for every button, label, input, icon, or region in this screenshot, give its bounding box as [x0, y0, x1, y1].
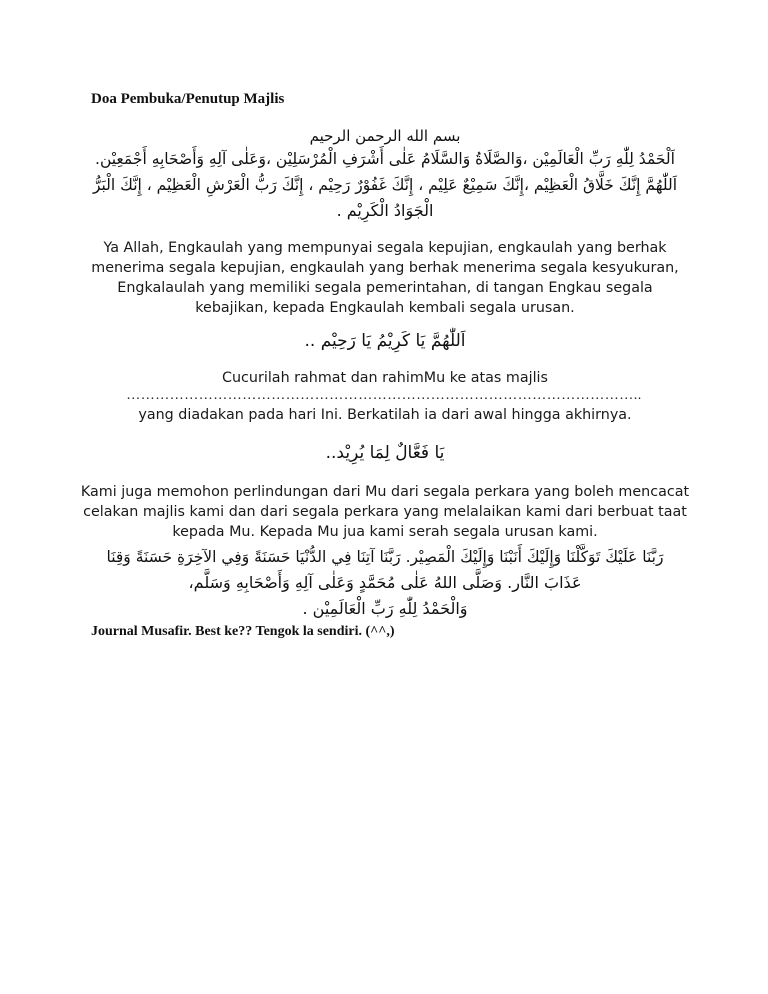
arabic-line: وَالْحَمْدُ لِلّٰهِ رَبِّ الْعَالَمِيْن .	[302, 599, 468, 618]
malay-translation-paragraph: Ya Allah, Engkaulah yang mempunyai segala kepujian, engkaulah yang berhak menerima segala kepujian, engkaulah yang berhak menerima segala kesyukuran, Engkalaulah yang memiliki segala pemerintahan, di tangan Engkau segala kebajikan, kepada Engkaulah kembali segala urusan.	[91, 240, 679, 316]
arabic-line: اَلْحَمْدُ لِلّٰهِ رَبِّ الْعَالَمِيْن ،وَالصَّلَاةُ وَالسَّلَامُ عَلٰى أَشْرَفِ الْمُرْسَلِيْن ،وَعَلٰى آلِهِ وَأَصْحَابِهِ أَجْمَعِيْن.	[95, 150, 675, 168]
arabic-opening-prayer	[85, 146, 685, 224]
malay-line: yang diadakan pada hari Ini. Berkatilah ia dari awal hingga akhirnya.	[138, 407, 632, 423]
arabic-closing-prayer	[85, 544, 685, 622]
arabic-line: رَبَّنَا عَلَيْكَ تَوَكَّلْنَا وَإِلَيْكَ أَنَبْنَا وَإِلَيْكَ الْمَصِيْر. رَبَّنَا آتِنَا فِي الدُّنْيَا حَسَنَةً وَفِي الآخِرَةِ حَسَنَةً وَقِنَا	[106, 548, 664, 566]
footer-note: Journal Musafir. Best ke?? Tengok la sendiri. (^^,)	[91, 624, 395, 639]
arabic-line: عَذَابَ النَّار. وَصَلَّى اللهُ عَلٰى مُحَمَّدٍ وَعَلٰى آلِهِ وَأَصْحَابِهِ وَسَلَّم،	[188, 573, 582, 592]
basmalah-text: بسم الله الرحمن الرحيم	[309, 127, 461, 145]
arabic-invocation: اَللّٰهُمَّ يَا كَرِيْمُ يَا رَحِيْم ..	[304, 331, 466, 351]
document-title: Doa Pembuka/Penutup Majlis	[91, 91, 285, 107]
malay-line: Cucurilah rahmat dan rahimMu ke atas majlis	[222, 370, 548, 386]
malay-protection-paragraph: Kami juga memohon perlindungan dari Mu dari segala perkara yang boleh mencacat celakan majlis kami dan dari segala perkara yang melalaikan kami dari berbuat taat kepada Mu. Kepada Mu jua kami serah segala urusan kami.	[80, 484, 690, 540]
arabic-invocation: يَا فَعَّالٌ لِمَا يُرِيْد..	[325, 443, 445, 463]
arabic-line: الْجَوَادُ الْكَرِيْم .	[336, 201, 434, 220]
blank-fill-line: ……………………………………………………………………………………………..	[126, 388, 642, 403]
arabic-line: اَللّٰهُمَّ إِنَّكَ خَلَّاقُ الْعَظِيْم ،إِنَّكَ سَمِيْعٌ عَلِيْم ، إِنَّكَ غَفُوْرٌ رَحِيْم ، إِنَّكَ رَبُّ الْعَرْشِ الْعَظِيْم ، إِنَّكَ الْبَرُّ	[92, 176, 678, 194]
